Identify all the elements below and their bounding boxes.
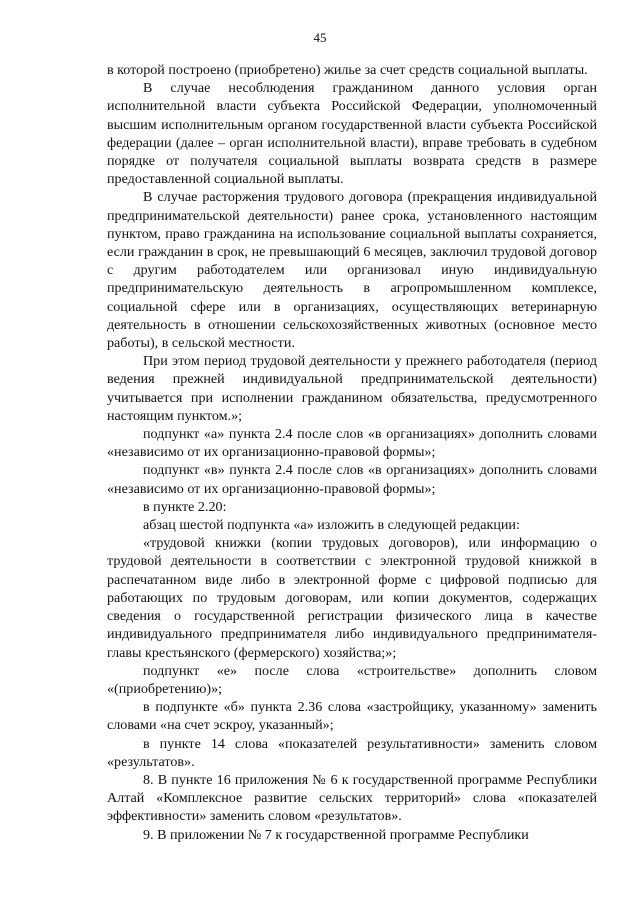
paragraph: При этом период трудовой деятельности у прежнего работодателя (период ведения прежней индивидуальной предпринимательской деятельности) учитывается при исполнении гражданином обязательства, предусмотренного настоящим пунктом.»; xyxy=(107,353,597,424)
paragraph: в которой построено (приобретено) жилье за счет средств социальной выплаты. xyxy=(107,62,588,78)
paragraph: в подпункте «б» пункта 2.36 слова «застройщику, указанному» заменить словами «на счет эскроу, указанный»; xyxy=(107,699,597,734)
paragraph: подпункт «а» пункта 2.4 после слов «в организациях» дополнить словами «независимо от их организационно-правовой формы»; xyxy=(107,426,597,461)
page-number: 45 xyxy=(313,30,327,45)
paragraph: 9. В приложении № 7 к государственной программе Республики xyxy=(143,826,529,843)
paragraph: абзац шестой подпункта «а» изложить в следующей редакции: xyxy=(143,517,520,534)
paragraph: подпункт «в» пункта 2.4 после слов «в организациях» дополнить словами «независимо от их организационно-правовой формы»; xyxy=(107,462,597,497)
paragraph: в пункте 2.20: xyxy=(143,498,227,515)
paragraph: В случае расторжения трудового договора (прекращения индивидуальной предпринимательской деятельности) ранее срока, установленного настоящим пунктом, право гражданина на использование социальной выплаты сохраняется, если гражданин в срок, не превышающий 6 месяцев, заключил трудовой договор с другим работодателем или организовал иную индивидуальную предпринимательскую деятельность в агропромышленном комплексе, социальной сфере или в организациях, осуществляющих ветеринарную деятельность в отношении сельскохозяйственных животных (основное место работы), в сельской местности. xyxy=(107,189,597,352)
paragraph: подпункт «е» после слова «строительстве» дополнить словом «(приобретению)»; xyxy=(107,662,597,697)
paragraph: в пункте 14 слова «показателей результативности» заменить словом «результатов». xyxy=(107,735,597,770)
paragraph: «трудовой книжки (копии трудовых договоров), или информацию о трудовой деятельности в соответствии с электронной трудовой книжкой в распечатанном виде либо в электронной форме с цифровой подписью для работающих по трудовым договорам, или копии документов, содержащих сведения о государственной регистрации физического лица в качестве индивидуального предпринимателя либо индивидуального предпринимателя- главы крестьянского (фермерского) хозяйства;»; xyxy=(107,535,597,661)
paragraph: В случае несоблюдения гражданином данного условия орган исполнительной власти субъекта Российской Федерации, уполномоченный высшим исполнительным органом государственной власти субъекта Российской федерации (далее – орган исполнительной власти), вправе требовать в судебном порядке от получателя социальной выплаты возврата средств в размере предоставленной социальной выплаты. xyxy=(107,80,597,188)
document-body xyxy=(107,61,597,844)
paragraph: 8. В пункте 16 приложения № 6 к государственной программе Республики Алтай «Комплексное развитие сельских территорий» слова «показателей эффективности» заменить словом «результатов». xyxy=(107,771,597,825)
